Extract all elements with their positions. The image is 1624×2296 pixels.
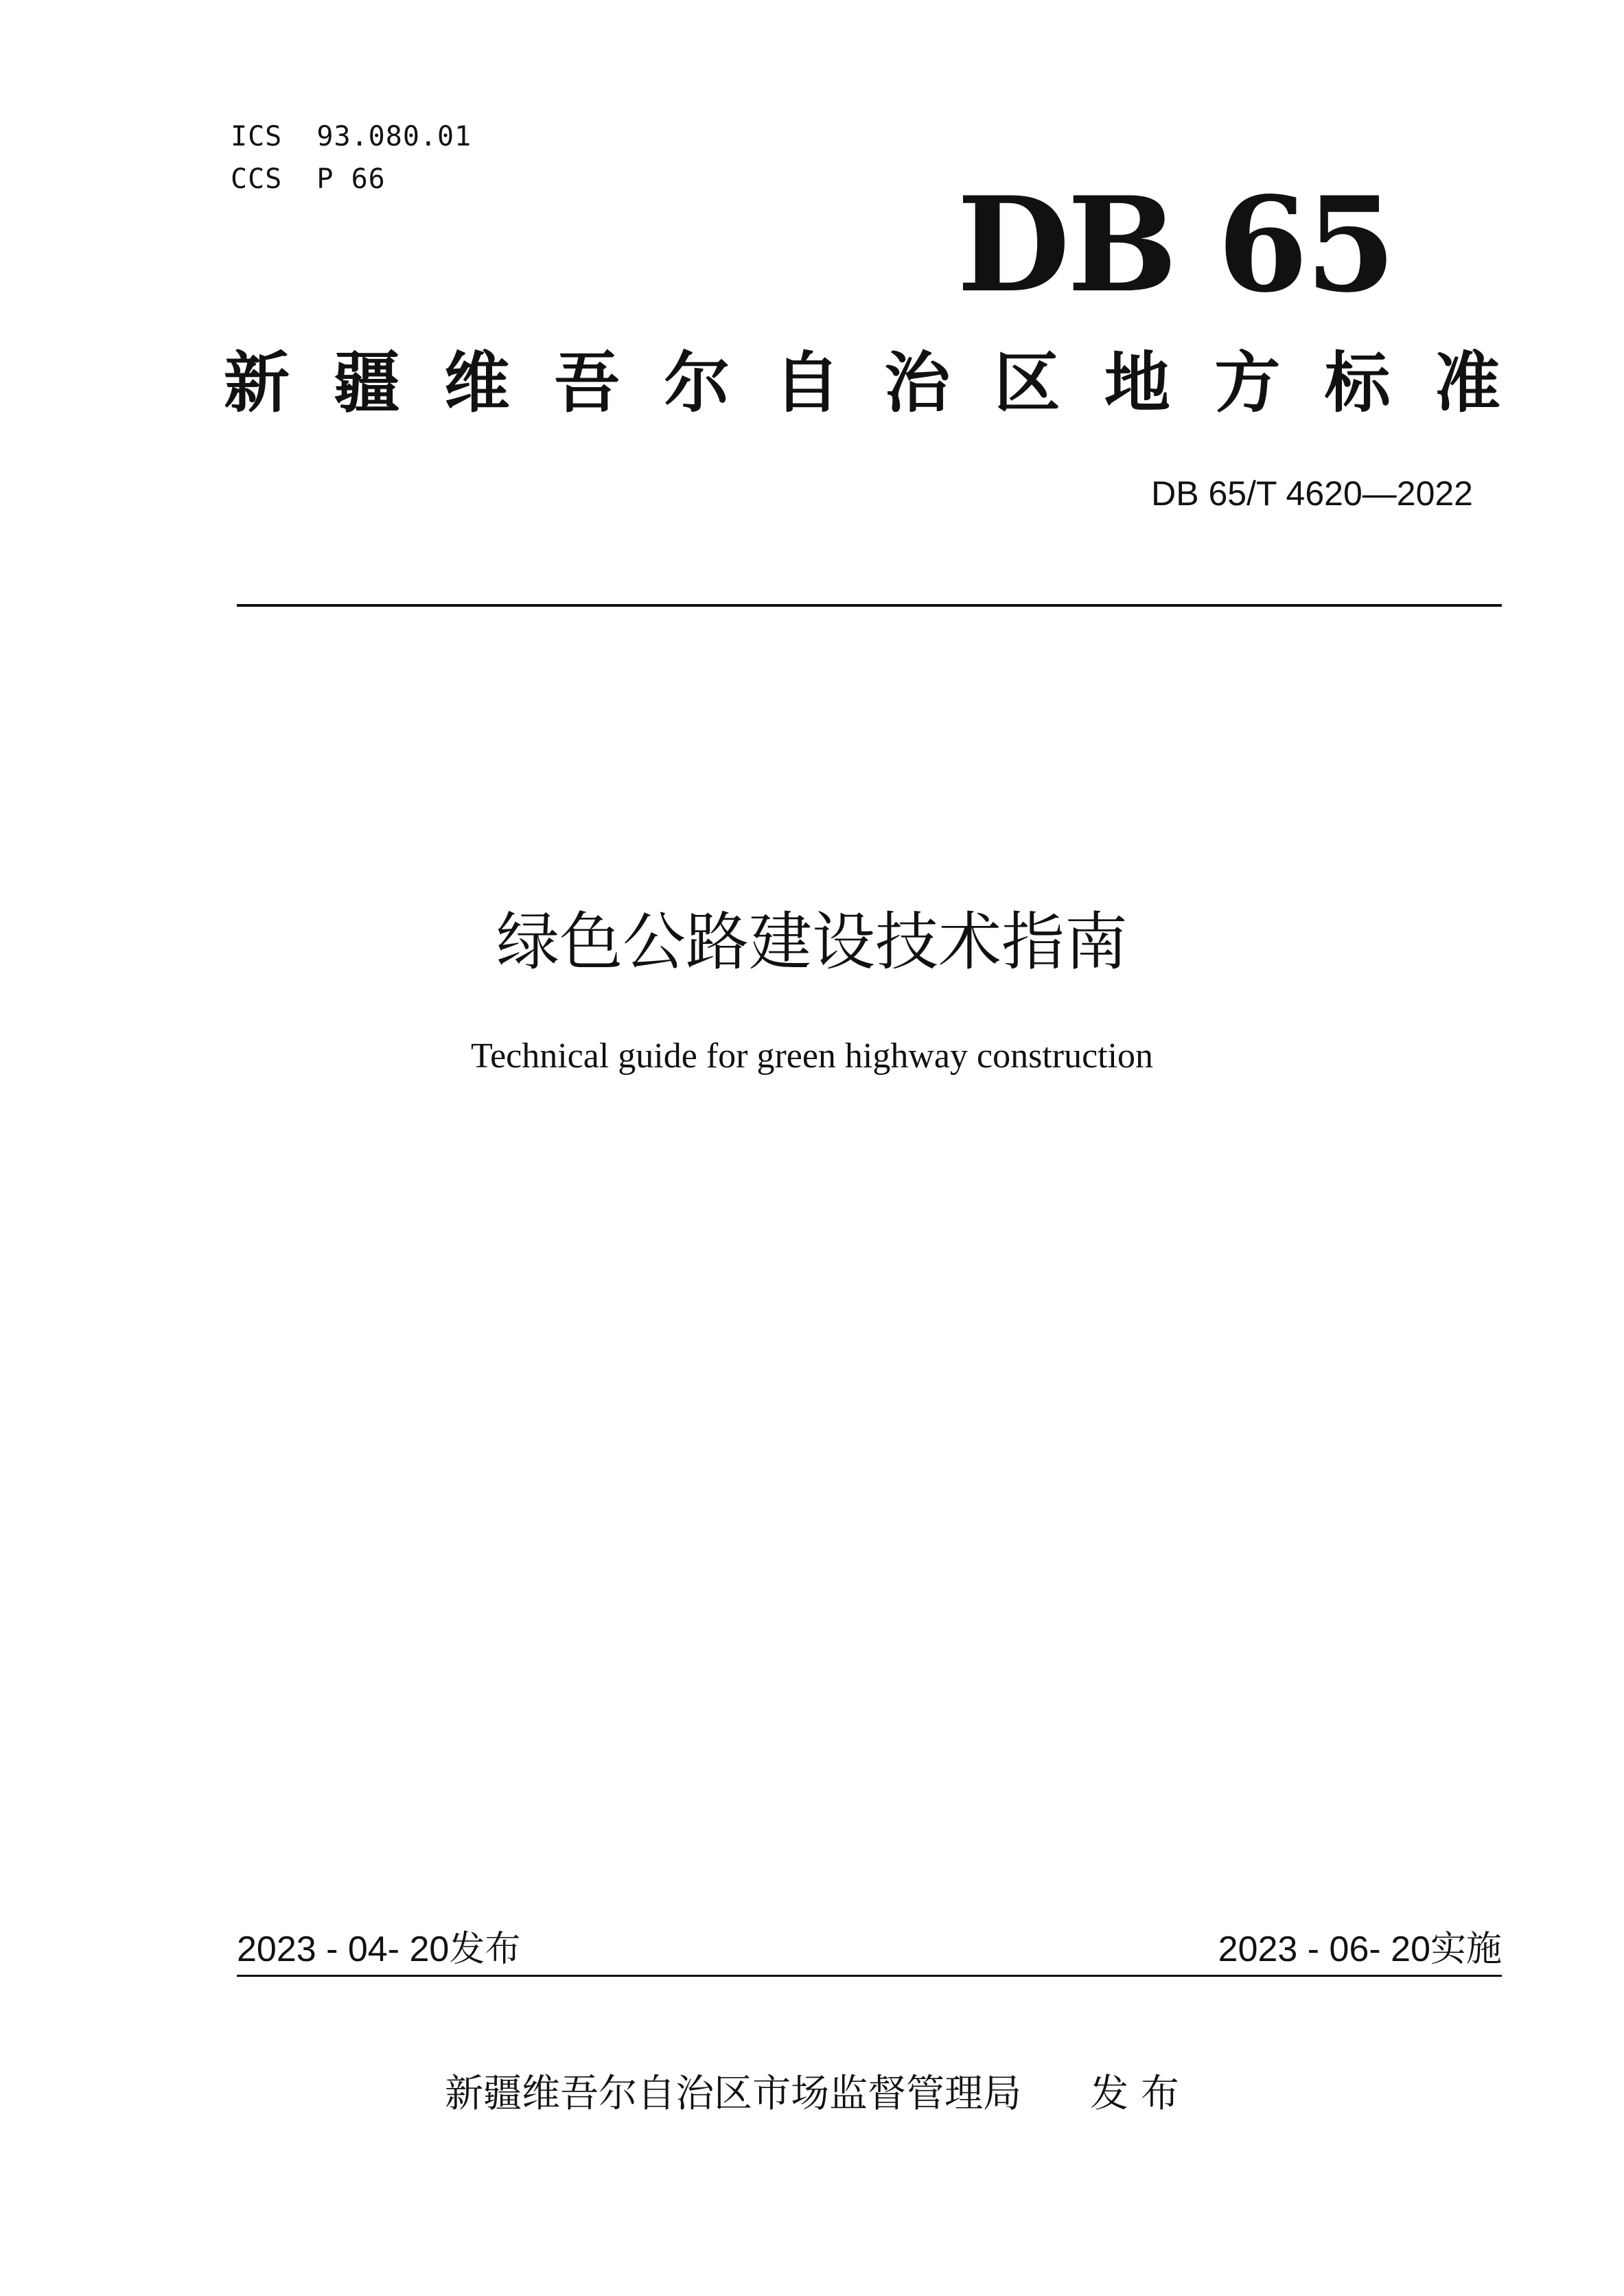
publisher-name: 新疆维吾尔自治区市场监督管理局 [445, 2072, 1022, 2116]
document-title-english: Technical guide for green highway construction [470, 1036, 1154, 1076]
ccs-code: CCS P 66 [231, 163, 386, 195]
implementation-date: 2023 - 06- 20实施 [1218, 1929, 1502, 1969]
standard-type-char: 疆 [334, 345, 400, 421]
standard-type-char: 吾 [554, 345, 620, 421]
standard-number: DB 65/T 4620—2022 [1151, 474, 1473, 513]
document-title-chinese: 绿色公路建设技术指南 [496, 905, 1128, 979]
db-65-logo: DB 65 [957, 168, 1393, 321]
standard-type-char: 新 [224, 345, 290, 421]
bottom-divider [237, 1975, 1502, 1977]
standard-type-char: 自 [774, 345, 840, 421]
publish-action: 发 布 [1090, 2072, 1179, 2116]
standard-type-char: 区 [994, 345, 1060, 421]
issue-date: 2023 - 04- 20发布 [237, 1929, 521, 1969]
standard-type-heading [224, 345, 1500, 421]
standard-type-char: 地 [1104, 345, 1170, 421]
ics-code: ICS 93.080.01 [231, 121, 472, 152]
top-divider [237, 604, 1502, 607]
publisher-line [0, 2073, 1624, 2115]
standard-type-char: 尔 [664, 345, 730, 421]
standard-type-char: 维 [443, 345, 510, 421]
standard-type-char: 方 [1214, 345, 1281, 421]
standard-type-char: 准 [1434, 345, 1500, 421]
standard-type-char: 标 [1324, 345, 1391, 421]
standard-type-char: 治 [884, 345, 951, 421]
